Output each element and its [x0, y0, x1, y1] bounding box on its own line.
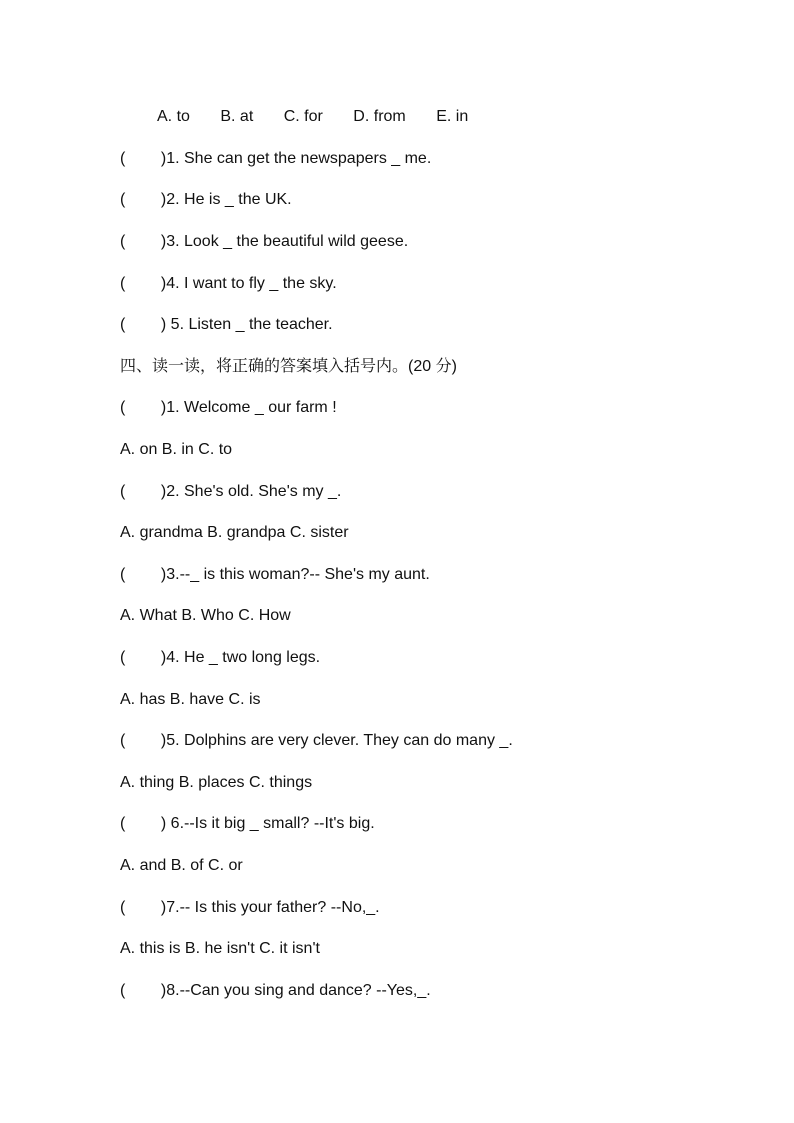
part4-choices-4: A. has B. have C. is [120, 691, 261, 708]
part4-choices-1: A. on B. in C. to [120, 441, 233, 458]
part4-question-1: ( )1. Welcome _ our farm ! [120, 399, 337, 416]
word-options [157, 107, 494, 127]
part4-question-7: ( )7.-- Is this your father? --No,_. [120, 899, 380, 916]
part3-question-2: ( )2. He is _ the UK. [120, 191, 292, 208]
part4-question-5: ( )5. Dolphins are very clever. They can do many _. [120, 732, 513, 749]
part4-choices-5: A. thing B. places C. things [120, 774, 313, 791]
option-c: C. for [283, 108, 323, 125]
part4-choices-3: A. What B. Who C. How [120, 607, 291, 624]
part4-choices-6: A. and B. of C. or [120, 857, 243, 874]
option-d: D. from [353, 108, 406, 125]
part4-question-3: ( )3.--_ is this woman?-- She's my aunt. [120, 566, 430, 583]
option-b: B. at [220, 108, 254, 125]
part4-question-4: ( )4. He _ two long legs. [120, 649, 321, 666]
section-heading: 四、读一读，将正确的答案填入括号内。(20 分) [120, 358, 457, 375]
part4-choices-2: A. grandma B. grandpa C. sister [120, 524, 349, 541]
part4-choices-7: A. this is B. he isn't C. it isn't [120, 940, 320, 957]
part3-question-4: ( )4. I want to fly _ the sky. [120, 275, 337, 292]
part4-question-8: ( )8.--Can you sing and dance? --Yes,_. [120, 982, 431, 999]
part4-question-2: ( )2. She's old. She's my _. [120, 483, 342, 500]
part3-question-1: ( )1. She can get the newspapers _ me. [120, 150, 432, 167]
part4-question-6: ( ) 6.--Is it big _ small? --It's big. [120, 815, 375, 832]
part3-question-3: ( )3. Look _ the beautiful wild geese. [120, 233, 409, 250]
option-e: E. in [436, 108, 469, 125]
part3-question-5: ( ) 5. Listen _ the teacher. [120, 316, 333, 333]
option-a: A. to [157, 108, 190, 125]
